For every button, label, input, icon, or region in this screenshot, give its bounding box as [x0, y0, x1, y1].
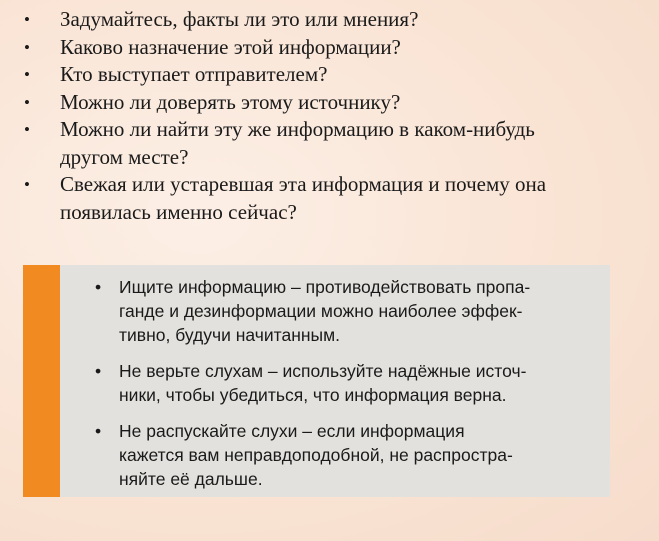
bullet-icon: • — [24, 175, 30, 194]
question-text-line: другом месте? — [60, 144, 189, 169]
tip-text-line: Не распускайте слухи – если информация — [119, 421, 465, 441]
bullet-icon: • — [24, 92, 30, 112]
questions-list — [0, 6, 640, 226]
tip-text-line: кажется вам неправдоподобной, не распростра- — [119, 445, 513, 465]
question-text-line: Свежая или устаревшая эта информация и почему она — [60, 172, 547, 196]
bullet-icon: • — [24, 37, 30, 57]
question-item — [0, 171, 640, 226]
tip-text-line: Не верьте слухам – используйте надёжные источ- — [119, 361, 527, 381]
tip-text-line: Ищите информацию – противодействовать пропа- — [119, 277, 531, 297]
accent-bar — [23, 265, 60, 497]
question-text: Кто выступает отправителем? — [60, 62, 328, 86]
tip-text-line: ники, чтобы убедиться, что информация верна. — [119, 385, 507, 405]
bullet-icon: • — [95, 421, 102, 441]
bullet-icon: • — [24, 10, 30, 29]
bullet-icon: • — [95, 277, 102, 297]
tip-text-line: тивно, будучи начитанным. — [119, 325, 340, 345]
bullet-icon: • — [95, 361, 102, 381]
question-item — [0, 34, 640, 62]
question-item — [0, 61, 640, 89]
tip-item — [95, 359, 595, 407]
question-text-line: появилась именно сейчас? — [60, 199, 297, 224]
tip-item — [95, 419, 595, 491]
tip-text-line: ганде и дезинформации можно наиболее эффек- — [119, 301, 523, 321]
question-item — [0, 6, 640, 34]
question-item — [0, 89, 640, 117]
bullet-icon: • — [24, 120, 30, 139]
question-text: Задумайтесь, факты ли это или мнения? — [60, 7, 419, 31]
tip-item — [95, 275, 595, 347]
question-item — [0, 116, 640, 171]
question-text-line: Можно ли найти эту же информацию в каком-нибудь — [60, 117, 535, 141]
tip-text-line: няйте её дальше. — [119, 469, 263, 489]
bullet-icon: • — [24, 65, 30, 84]
tips-box — [23, 265, 610, 497]
tips-list — [95, 275, 595, 503]
question-text: Каково назначение этой информации? — [60, 34, 401, 59]
question-text: Можно ли доверять этому источнику? — [60, 89, 401, 114]
